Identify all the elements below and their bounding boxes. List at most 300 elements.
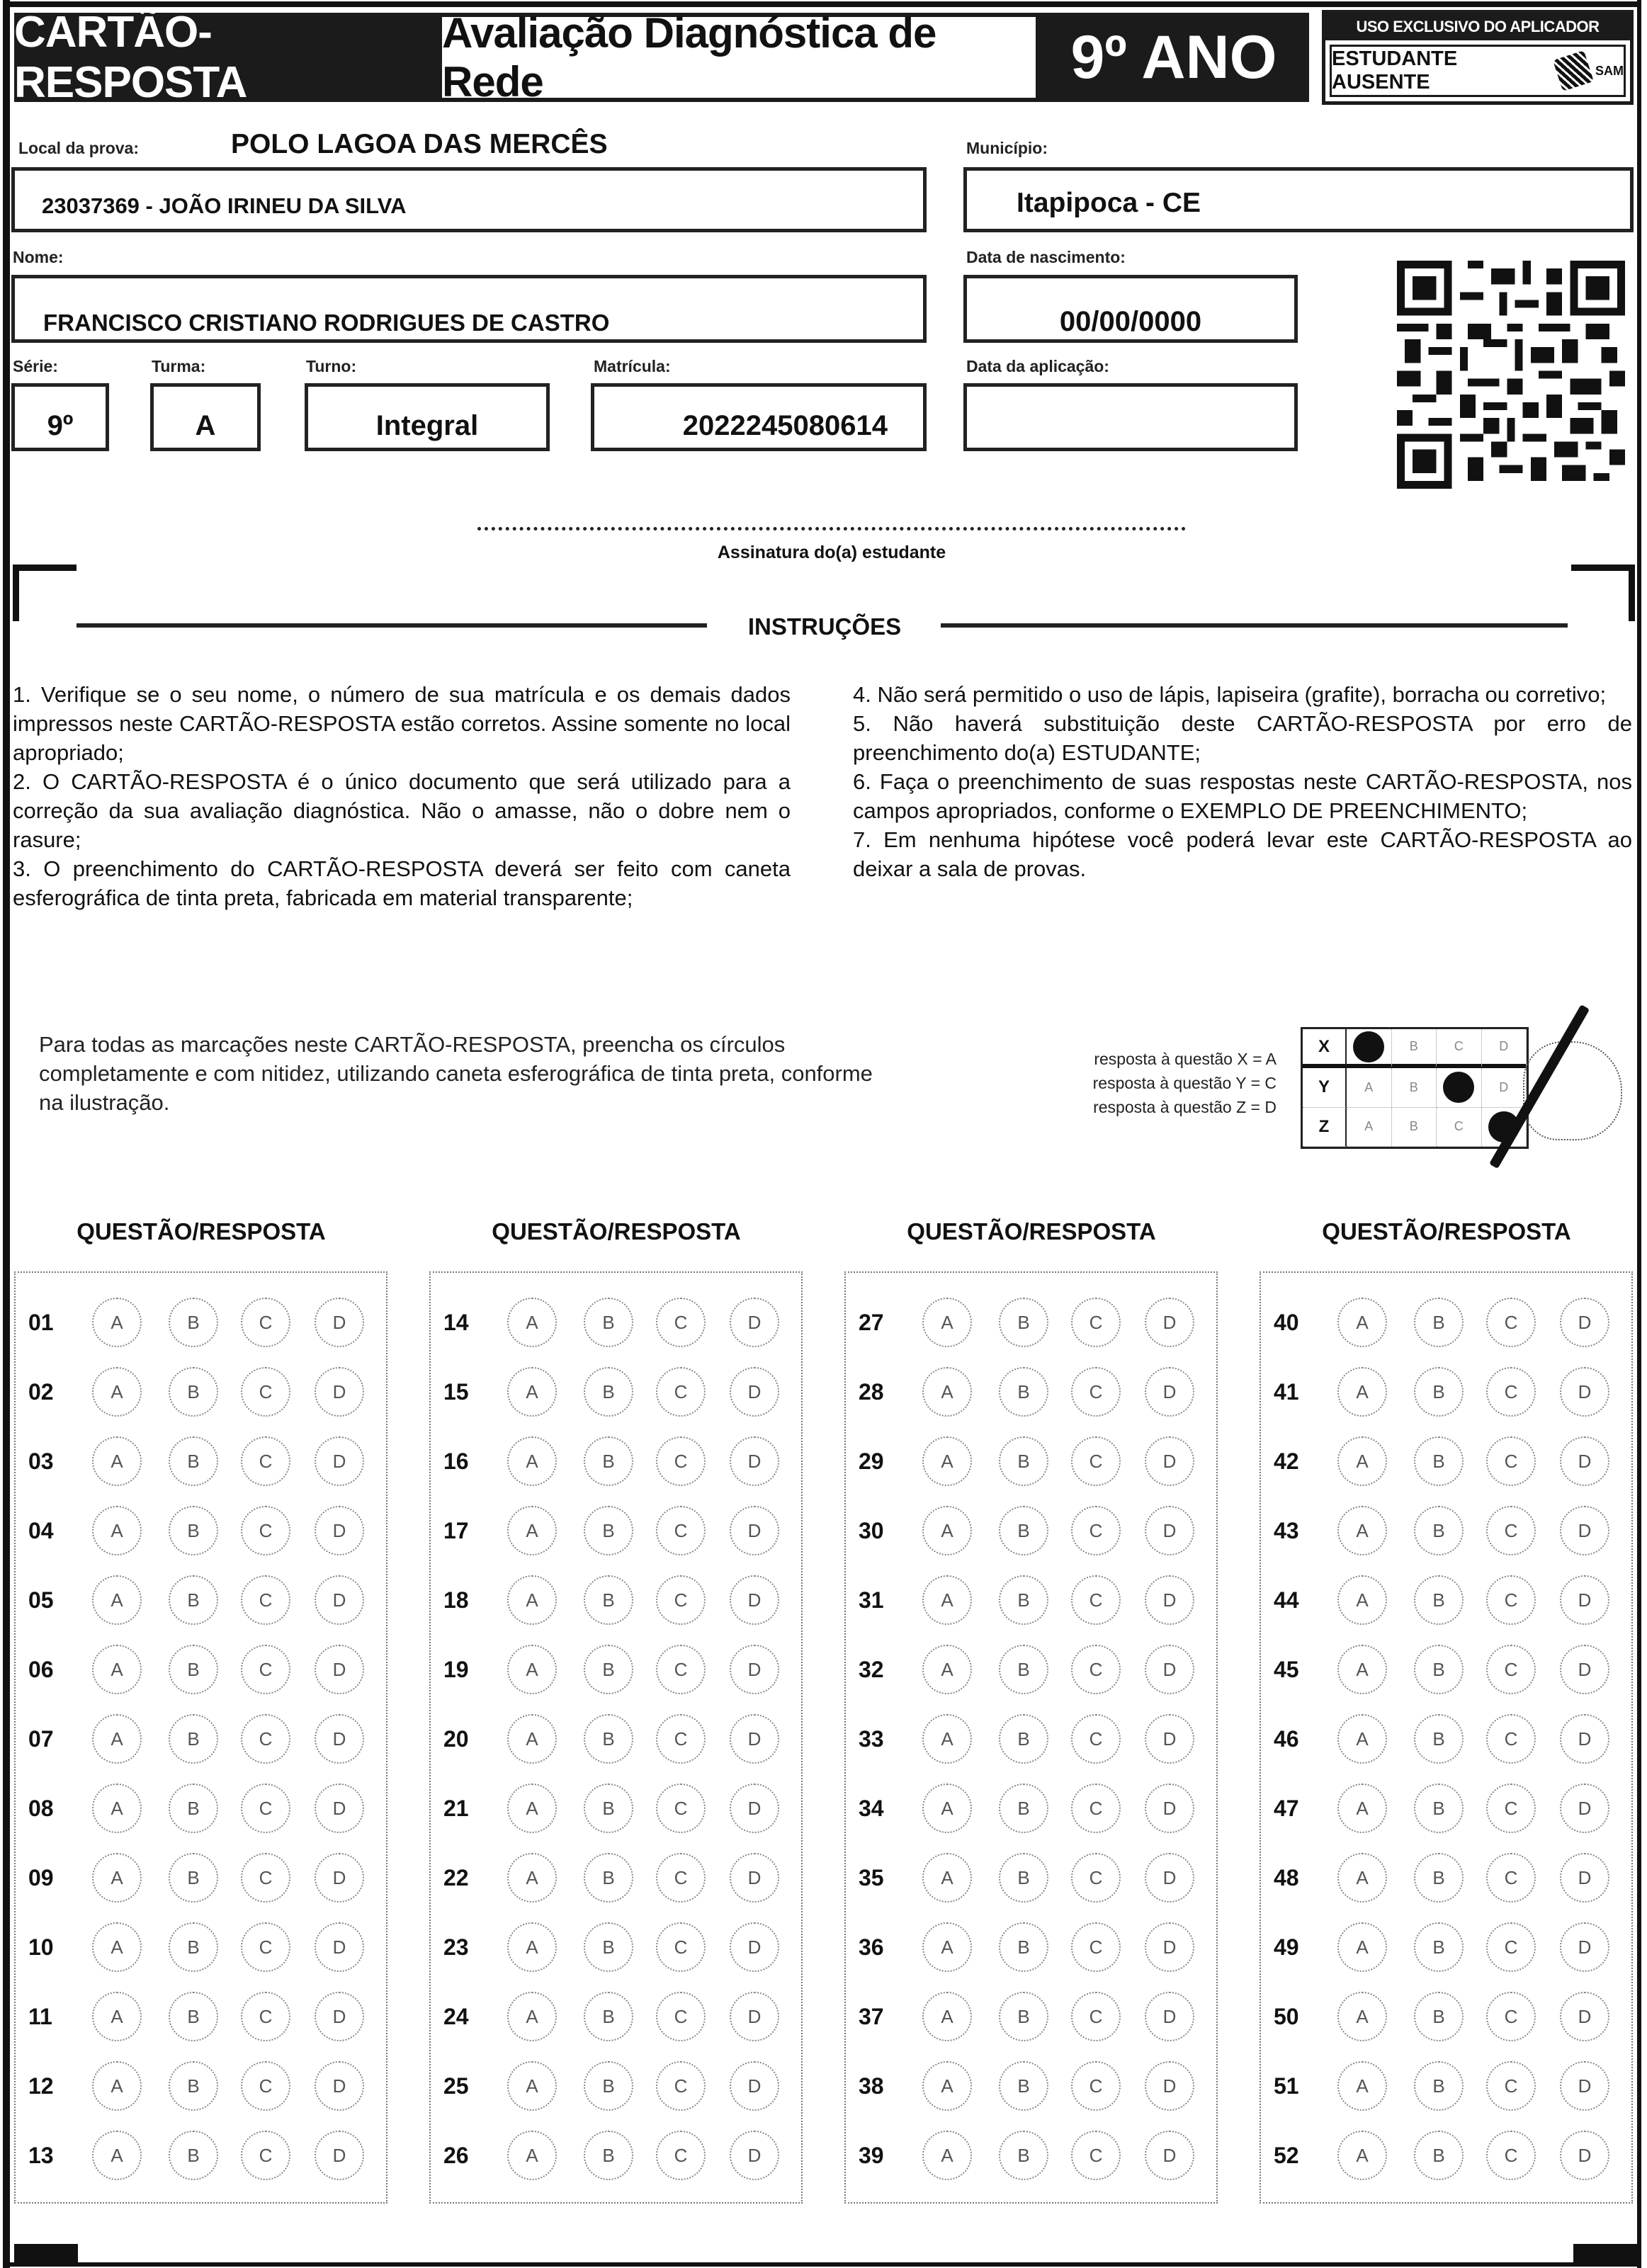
answer-bubble-b[interactable]: B: [999, 1506, 1048, 1555]
answer-bubble-d[interactable]: D: [1145, 1506, 1194, 1555]
question-row: [1261, 1849, 1631, 1906]
answer-bubble-c[interactable]: C: [1071, 2131, 1121, 2180]
answer-bubble-b[interactable]: B: [584, 2061, 633, 2111]
question-row: [431, 1294, 801, 1351]
alignment-mark-bottom-left: [14, 2244, 78, 2265]
serie-label: Série:: [13, 357, 58, 375]
example-bubble-filled: [1347, 1029, 1392, 1068]
answer-bubble-a[interactable]: A: [1337, 1922, 1387, 1972]
answer-bubble-a[interactable]: A: [507, 1575, 557, 1625]
answer-bubble-b[interactable]: B: [169, 1714, 218, 1764]
instruction-item: 2. O CARTÃO-RESPOSTA é o único documento que será utilizado para a correção da sua avaliação diagnóstica. Não o amasse, não o dobre nem o rasure;: [13, 769, 791, 852]
answer-bubble-b[interactable]: B: [584, 1853, 633, 1903]
answer-bubble-d[interactable]: D: [315, 1922, 364, 1972]
answer-bubble-c[interactable]: C: [1071, 1298, 1121, 1347]
question-row: [16, 2058, 386, 2114]
example-line: resposta à questão Z = D: [1093, 1098, 1277, 1116]
answer-bubble-d[interactable]: D: [1560, 2131, 1609, 2180]
question-number: 08: [28, 1795, 54, 1821]
question-number: 26: [443, 2142, 469, 2168]
local-value: POLO LAGOA DAS MERCÊS: [231, 129, 608, 159]
question-row: [16, 1988, 386, 2045]
answer-bubble-a[interactable]: A: [92, 1367, 142, 1417]
answer-bubble-c[interactable]: C: [656, 1575, 706, 1625]
answer-bubble-c[interactable]: C: [241, 2061, 290, 2111]
answer-bubble-d[interactable]: D: [730, 1436, 779, 1486]
answer-bubble-b[interactable]: B: [1414, 1367, 1464, 1417]
answer-bubble-d[interactable]: D: [730, 1298, 779, 1347]
fill-instructions: Para todas as marcações neste CARTÃO-RESPOSTA, preencha os círculos completamente e com nitidez, utilizando caneta esferográfica de tinta preta, conforme na ilustração.: [39, 1032, 873, 1115]
answer-bubble-a[interactable]: A: [92, 2131, 142, 2180]
answer-bubble-d[interactable]: D: [1560, 1922, 1609, 1972]
answer-bubble-d[interactable]: D: [315, 1992, 364, 2041]
answer-bubble-d[interactable]: D: [1560, 2061, 1609, 2111]
answer-bubble-b[interactable]: B: [999, 1784, 1048, 1833]
answer-bubble-c[interactable]: C: [1486, 2061, 1536, 2111]
sam-logo-icon: [1553, 50, 1594, 91]
answer-bubble-b[interactable]: B: [999, 2131, 1048, 2180]
answer-bubble-c[interactable]: C: [1071, 1992, 1121, 2041]
answer-bubble-a[interactable]: A: [507, 1992, 557, 2041]
answer-bubble-d[interactable]: D: [1145, 1784, 1194, 1833]
page-border-right: [1637, 0, 1641, 2268]
answer-bubble-b[interactable]: B: [1414, 1436, 1464, 1486]
answer-bubble-a[interactable]: A: [507, 2061, 557, 2111]
answer-bubble-b[interactable]: B: [1414, 1992, 1464, 2041]
answer-bubble-c[interactable]: C: [656, 1645, 706, 1694]
answer-bubble-b[interactable]: B: [584, 1298, 633, 1347]
answer-bubble-a[interactable]: A: [92, 1575, 142, 1625]
answer-bubble-c[interactable]: C: [1486, 1298, 1536, 1347]
question-row: [16, 1363, 386, 1420]
answer-bubble-b[interactable]: B: [584, 2131, 633, 2180]
question-row: [1261, 1433, 1631, 1490]
answer-bubble-b[interactable]: B: [999, 1436, 1048, 1486]
answer-bubble-b[interactable]: B: [169, 1436, 218, 1486]
answer-bubble-a[interactable]: A: [1337, 1992, 1387, 2041]
question-number: 48: [1274, 1864, 1299, 1890]
answer-bubble-a[interactable]: A: [1337, 2131, 1387, 2180]
answer-bubble-b[interactable]: B: [999, 1922, 1048, 1972]
answer-bubble-a[interactable]: A: [507, 1367, 557, 1417]
answer-bubble-d[interactable]: D: [315, 1714, 364, 1764]
answer-bubble-c[interactable]: C: [1486, 1645, 1536, 1694]
question-number: 43: [1274, 1517, 1299, 1543]
question-number: 33: [859, 1725, 884, 1752]
answer-bubble-b[interactable]: B: [584, 1575, 633, 1625]
question-row: [431, 1433, 801, 1490]
school-value: 23037369 - JOÃO IRINEU DA SILVA: [42, 193, 407, 218]
answer-bubble-c[interactable]: C: [241, 1853, 290, 1903]
answer-bubble-b[interactable]: B: [169, 1992, 218, 2041]
municipio-value: Itapipoca - CE: [1017, 188, 1201, 218]
answer-bubble-d[interactable]: D: [1145, 1992, 1194, 2041]
answer-bubble-c[interactable]: C: [656, 1714, 706, 1764]
answer-bubble-b[interactable]: B: [584, 1367, 633, 1417]
answer-bubble-a[interactable]: A: [922, 1367, 972, 1417]
answer-bubble-c[interactable]: C: [656, 1436, 706, 1486]
column-header: QUESTÃO/RESPOSTA: [1322, 1218, 1571, 1244]
answer-bubble-a[interactable]: A: [507, 1506, 557, 1555]
answer-bubble-d[interactable]: D: [1560, 1575, 1609, 1625]
answer-bubble-c[interactable]: C: [1071, 2061, 1121, 2111]
answer-bubble-b[interactable]: B: [1414, 1298, 1464, 1347]
answer-bubble-b[interactable]: B: [999, 1367, 1048, 1417]
filled-bubble-icon: [1353, 1031, 1384, 1062]
answer-bubble-d[interactable]: D: [730, 1714, 779, 1764]
nome-label: Nome:: [13, 248, 64, 266]
answer-bubble-b[interactable]: B: [1414, 1506, 1464, 1555]
answer-bubble-b[interactable]: B: [584, 1506, 633, 1555]
answer-bubble-c[interactable]: C: [241, 2131, 290, 2180]
answer-bubble-b[interactable]: B: [1414, 1853, 1464, 1903]
answer-bubble-c[interactable]: C: [241, 1645, 290, 1694]
question-number: 46: [1274, 1725, 1299, 1752]
question-number: 10: [28, 1934, 54, 1960]
answer-bubble-a[interactable]: A: [922, 1436, 972, 1486]
page-border-bottom: [3, 2262, 1641, 2267]
answer-bubble-a[interactable]: A: [922, 1298, 972, 1347]
answer-bubble-b[interactable]: B: [584, 1714, 633, 1764]
answer-bubble-c[interactable]: C: [656, 2061, 706, 2111]
answer-bubble-b[interactable]: B: [169, 1645, 218, 1694]
example-bubble: A: [1347, 1068, 1392, 1107]
answer-bubble-c[interactable]: C: [241, 1436, 290, 1486]
answer-bubble-a[interactable]: A: [1337, 1436, 1387, 1486]
answer-bubble-b[interactable]: B: [169, 2131, 218, 2180]
answer-bubble-b[interactable]: B: [999, 1645, 1048, 1694]
example-bubble: C: [1437, 1029, 1482, 1068]
answer-bubble-b[interactable]: B: [169, 1575, 218, 1625]
answer-bubble-d[interactable]: D: [315, 2131, 364, 2180]
absent-student-field[interactable]: [1330, 45, 1626, 97]
answer-bubble-d[interactable]: D: [1560, 1784, 1609, 1833]
answer-bubble-c[interactable]: C: [656, 1298, 706, 1347]
answer-bubble-d[interactable]: D: [315, 1506, 364, 1555]
municipio-field: [963, 167, 1634, 232]
answer-bubble-d[interactable]: D: [1145, 1436, 1194, 1486]
answer-bubble-d[interactable]: D: [1560, 1298, 1609, 1347]
question-row: [431, 1502, 801, 1559]
answer-bubble-d[interactable]: D: [730, 1645, 779, 1694]
answer-bubble-a[interactable]: A: [922, 1784, 972, 1833]
answer-bubble-c[interactable]: C: [1071, 1853, 1121, 1903]
answer-bubble-c[interactable]: C: [1486, 1784, 1536, 1833]
answer-bubble-d[interactable]: D: [1560, 1506, 1609, 1555]
answer-bubble-b[interactable]: B: [169, 1298, 218, 1347]
answer-bubble-d[interactable]: D: [730, 1506, 779, 1555]
answer-bubble-d[interactable]: D: [315, 1853, 364, 1903]
answer-bubble-a[interactable]: A: [1337, 1714, 1387, 1764]
instruction-item: 3. O preenchimento do CARTÃO-RESPOSTA deverá ser feito com caneta esferográfica de tinta preta, fabricada em material transparente;: [13, 856, 791, 910]
answer-bubble-a[interactable]: A: [92, 1506, 142, 1555]
sam-logo-text: SAM: [1595, 63, 1624, 78]
answer-bubble-c[interactable]: C: [241, 1922, 290, 1972]
answer-bubble-d[interactable]: D: [730, 1367, 779, 1417]
turma-field: [150, 383, 261, 451]
answer-bubble-a[interactable]: A: [1337, 1853, 1387, 1903]
question-row: [431, 1780, 801, 1837]
answer-bubble-b[interactable]: B: [169, 1784, 218, 1833]
question-number: 36: [859, 1934, 884, 1960]
question-row: [431, 1641, 801, 1698]
answer-bubble-a[interactable]: A: [922, 2131, 972, 2180]
answer-bubble-a[interactable]: A: [507, 1714, 557, 1764]
answer-bubble-b[interactable]: B: [169, 1506, 218, 1555]
answer-bubble-a[interactable]: A: [922, 1922, 972, 1972]
question-number: 01: [28, 1309, 54, 1335]
answer-bubble-b[interactable]: B: [1414, 1922, 1464, 1972]
answer-bubble-a[interactable]: A: [507, 1922, 557, 1972]
answer-bubble-c[interactable]: C: [656, 1367, 706, 1417]
answer-bubble-a[interactable]: A: [922, 1714, 972, 1764]
example-row-label: Z: [1303, 1108, 1347, 1147]
answer-bubble-b[interactable]: B: [584, 1436, 633, 1486]
answer-bubble-a[interactable]: A: [922, 1575, 972, 1625]
answer-bubble-a[interactable]: A: [1337, 1367, 1387, 1417]
question-number: 34: [859, 1795, 884, 1821]
answer-bubble-b[interactable]: B: [999, 2061, 1048, 2111]
answer-bubble-b[interactable]: B: [1414, 1784, 1464, 1833]
question-number: 50: [1274, 2003, 1299, 2029]
question-number: 47: [1274, 1795, 1299, 1821]
answer-bubble-c[interactable]: C: [241, 1506, 290, 1555]
answer-bubble-b[interactable]: B: [999, 1298, 1048, 1347]
exam-name: Avaliação Diagnóstica de Rede: [438, 13, 1040, 102]
answer-bubble-a[interactable]: A: [507, 1784, 557, 1833]
question-number: 49: [1274, 1934, 1299, 1960]
answer-bubble-c[interactable]: C: [241, 1714, 290, 1764]
answer-bubble-d[interactable]: D: [1560, 1645, 1609, 1694]
grade-badge: 9º ANO: [1038, 13, 1309, 102]
instructions-divider-right: [941, 623, 1568, 628]
column-header: QUESTÃO/RESPOSTA: [907, 1218, 1156, 1244]
question-number: 15: [443, 1378, 469, 1405]
question-number: 18: [443, 1587, 469, 1613]
answer-bubble-c[interactable]: C: [1486, 1436, 1536, 1486]
answer-bubble-a[interactable]: A: [507, 1853, 557, 1903]
question-row: [846, 1502, 1216, 1559]
answer-bubble-d[interactable]: D: [730, 2061, 779, 2111]
question-row: [16, 1502, 386, 1559]
answer-bubble-d[interactable]: D: [1145, 2061, 1194, 2111]
answer-bubble-a[interactable]: A: [92, 1436, 142, 1486]
answer-bubble-a[interactable]: A: [92, 1714, 142, 1764]
filled-bubble-icon: [1443, 1072, 1474, 1103]
answer-bubble-a[interactable]: A: [1337, 1298, 1387, 1347]
question-row: [16, 2127, 386, 2184]
answer-bubble-d[interactable]: D: [1145, 1922, 1194, 1972]
answer-bubble-a[interactable]: A: [507, 2131, 557, 2180]
answer-bubble-c[interactable]: C: [1071, 1922, 1121, 1972]
question-number: 44: [1274, 1587, 1299, 1613]
nome-value: FRANCISCO CRISTIANO RODRIGUES DE CASTRO: [43, 310, 610, 336]
answer-bubble-b[interactable]: B: [169, 1853, 218, 1903]
answer-bubble-c[interactable]: C: [656, 1506, 706, 1555]
answer-bubble-c[interactable]: C: [241, 1992, 290, 2041]
answer-bubble-d[interactable]: D: [315, 1575, 364, 1625]
question-number: 12: [28, 2073, 54, 2099]
answer-bubble-a[interactable]: A: [922, 1506, 972, 1555]
answer-bubble-d[interactable]: D: [1145, 1645, 1194, 1694]
answer-bubble-c[interactable]: C: [1071, 1784, 1121, 1833]
example-bubble: B: [1392, 1029, 1437, 1068]
answer-bubble-a[interactable]: A: [1337, 2061, 1387, 2111]
answer-bubble-a[interactable]: A: [507, 1298, 557, 1347]
answer-bubble-c[interactable]: C: [1486, 1853, 1536, 1903]
answer-bubble-d[interactable]: D: [315, 1436, 364, 1486]
question-row: [1261, 1641, 1631, 1698]
answer-bubble-a[interactable]: A: [507, 1645, 557, 1694]
question-number: 16: [443, 1448, 469, 1474]
answer-bubble-c[interactable]: C: [1071, 1436, 1121, 1486]
school-field: [11, 167, 927, 232]
answer-bubble-a[interactable]: A: [1337, 1506, 1387, 1555]
question-row: [846, 1919, 1216, 1975]
answer-bubble-a[interactable]: A: [92, 1922, 142, 1972]
question-row: [16, 1572, 386, 1628]
question-number: 03: [28, 1448, 54, 1474]
answer-bubble-a[interactable]: A: [92, 1645, 142, 1694]
answer-bubble-d[interactable]: D: [1145, 1853, 1194, 1903]
answer-bubble-c[interactable]: C: [1486, 1922, 1536, 1972]
instruction-item: 7. Em nenhuma hipótese você poderá levar este CARTÃO-RESPOSTA ao deixar a sala de provas.: [853, 827, 1632, 881]
answer-bubble-c[interactable]: C: [241, 1575, 290, 1625]
answer-bubble-b[interactable]: B: [999, 1853, 1048, 1903]
answer-bubble-c[interactable]: C: [656, 1784, 706, 1833]
answer-bubble-a[interactable]: A: [922, 1853, 972, 1903]
question-number: 28: [859, 1378, 884, 1405]
answer-bubble-a[interactable]: A: [922, 2061, 972, 2111]
answer-bubble-d[interactable]: D: [1145, 1298, 1194, 1347]
answer-bubble-b[interactable]: B: [1414, 2061, 1464, 2111]
answer-bubble-b[interactable]: B: [999, 1992, 1048, 2041]
answer-bubble-d[interactable]: D: [1560, 1992, 1609, 2041]
answer-bubble-a[interactable]: A: [92, 2061, 142, 2111]
answer-bubble-d[interactable]: D: [1560, 1714, 1609, 1764]
answer-bubble-c[interactable]: C: [1486, 1506, 1536, 1555]
answer-bubble-a[interactable]: A: [1337, 1784, 1387, 1833]
answer-bubble-a[interactable]: A: [1337, 1645, 1387, 1694]
answer-bubble-d[interactable]: D: [315, 1645, 364, 1694]
answer-bubble-b[interactable]: B: [584, 1784, 633, 1833]
answer-bubble-d[interactable]: D: [1145, 1575, 1194, 1625]
answer-bubble-c[interactable]: C: [656, 1992, 706, 2041]
answer-bubble-d[interactable]: D: [315, 1367, 364, 1417]
answer-bubble-a[interactable]: A: [1337, 1575, 1387, 1625]
alignment-mark-top-left: [13, 565, 77, 571]
answer-bubble-c[interactable]: C: [1486, 1992, 1536, 2041]
answer-bubble-c[interactable]: C: [1486, 1714, 1536, 1764]
question-number: 35: [859, 1864, 884, 1890]
answer-bubble-a[interactable]: A: [922, 1645, 972, 1694]
answer-bubble-d[interactable]: D: [730, 1784, 779, 1833]
answer-bubble-c[interactable]: C: [1486, 1575, 1536, 1625]
answer-bubble-b[interactable]: B: [584, 1645, 633, 1694]
answer-bubble-d[interactable]: D: [1145, 1367, 1194, 1417]
answer-bubble-d[interactable]: D: [1560, 1853, 1609, 1903]
answer-bubble-b[interactable]: B: [1414, 2131, 1464, 2180]
answer-bubble-b[interactable]: B: [169, 1922, 218, 1972]
answer-bubble-a[interactable]: A: [92, 1298, 142, 1347]
answer-bubble-b[interactable]: B: [169, 1367, 218, 1417]
answer-column-3: [844, 1271, 1218, 2204]
qr-code: [1396, 261, 1626, 489]
answer-bubble-c[interactable]: C: [241, 1298, 290, 1347]
example-row-label: Y: [1303, 1068, 1347, 1107]
answer-bubble-c[interactable]: C: [241, 1367, 290, 1417]
answer-bubble-c[interactable]: C: [1071, 1506, 1121, 1555]
question-row: [1261, 1572, 1631, 1628]
answer-bubble-a[interactable]: A: [507, 1436, 557, 1486]
answer-bubble-c[interactable]: C: [1071, 1367, 1121, 1417]
answer-bubble-d[interactable]: D: [1560, 1436, 1609, 1486]
answer-bubble-c[interactable]: C: [1071, 1645, 1121, 1694]
answer-bubble-a[interactable]: A: [92, 1992, 142, 2041]
example-bubble: D: [1482, 1029, 1527, 1068]
answer-bubble-c[interactable]: C: [1071, 1575, 1121, 1625]
answer-bubble-c[interactable]: C: [656, 1922, 706, 1972]
matricula-field: [591, 383, 927, 451]
answer-bubble-c[interactable]: C: [1486, 1367, 1536, 1417]
answer-bubble-c[interactable]: C: [656, 1853, 706, 1903]
answer-bubble-d[interactable]: D: [315, 2061, 364, 2111]
answer-bubble-d[interactable]: D: [315, 1298, 364, 1347]
answer-bubble-c[interactable]: C: [656, 2131, 706, 2180]
question-row: [431, 1711, 801, 1767]
answer-bubble-d[interactable]: D: [315, 1784, 364, 1833]
answer-bubble-d[interactable]: D: [730, 1922, 779, 1972]
signature-line[interactable]: [477, 527, 1186, 531]
answer-bubble-c[interactable]: C: [1486, 2131, 1536, 2180]
question-row: [431, 2127, 801, 2184]
answer-bubble-d[interactable]: D: [1560, 1367, 1609, 1417]
answer-bubble-d[interactable]: D: [730, 1992, 779, 2041]
answer-bubble-d[interactable]: D: [730, 2131, 779, 2180]
answer-bubble-c[interactable]: C: [241, 1784, 290, 1833]
answer-bubble-d[interactable]: D: [1145, 2131, 1194, 2180]
aplicacao-field[interactable]: [963, 383, 1298, 451]
answer-bubble-d[interactable]: D: [1145, 1714, 1194, 1764]
answer-bubble-b[interactable]: B: [584, 1922, 633, 1972]
answer-bubble-a[interactable]: A: [922, 1992, 972, 2041]
example-grid: [1301, 1027, 1529, 1149]
turno-label: Turno:: [306, 357, 357, 375]
question-number: 13: [28, 2142, 54, 2168]
instruction-item: 5. Não haverá substituição deste CARTÃO-RESPOSTA por erro de preenchimento do(a) ESTUDANTE;: [853, 711, 1632, 765]
alignment-mark-bottom-right: [1573, 2244, 1637, 2265]
answer-bubble-d[interactable]: D: [730, 1853, 779, 1903]
question-number: 14: [443, 1309, 469, 1335]
answer-bubble-b[interactable]: B: [1414, 1575, 1464, 1625]
answer-bubble-b[interactable]: B: [584, 1992, 633, 2041]
answer-bubble-b[interactable]: B: [999, 1714, 1048, 1764]
answer-bubble-c[interactable]: C: [1071, 1714, 1121, 1764]
answer-bubble-b[interactable]: B: [1414, 1645, 1464, 1694]
question-number: 23: [443, 1934, 469, 1960]
answer-bubble-a[interactable]: A: [92, 1784, 142, 1833]
answer-bubble-d[interactable]: D: [730, 1575, 779, 1625]
answer-bubble-b[interactable]: B: [169, 2061, 218, 2111]
answer-bubble-a[interactable]: A: [92, 1853, 142, 1903]
instruction-item: 6. Faça o preenchimento de suas respostas neste CARTÃO-RESPOSTA, nos campos apropriados, conforme o EXEMPLO DE PREENCHIMENTO;: [853, 769, 1632, 823]
answer-bubble-b[interactable]: B: [999, 1575, 1048, 1625]
answer-column-1: [14, 1271, 387, 2204]
example-line: resposta à questão Y = C: [1092, 1074, 1277, 1092]
question-number: 24: [443, 2003, 469, 2029]
question-number: 45: [1274, 1656, 1299, 1682]
answer-bubble-b[interactable]: B: [1414, 1714, 1464, 1764]
